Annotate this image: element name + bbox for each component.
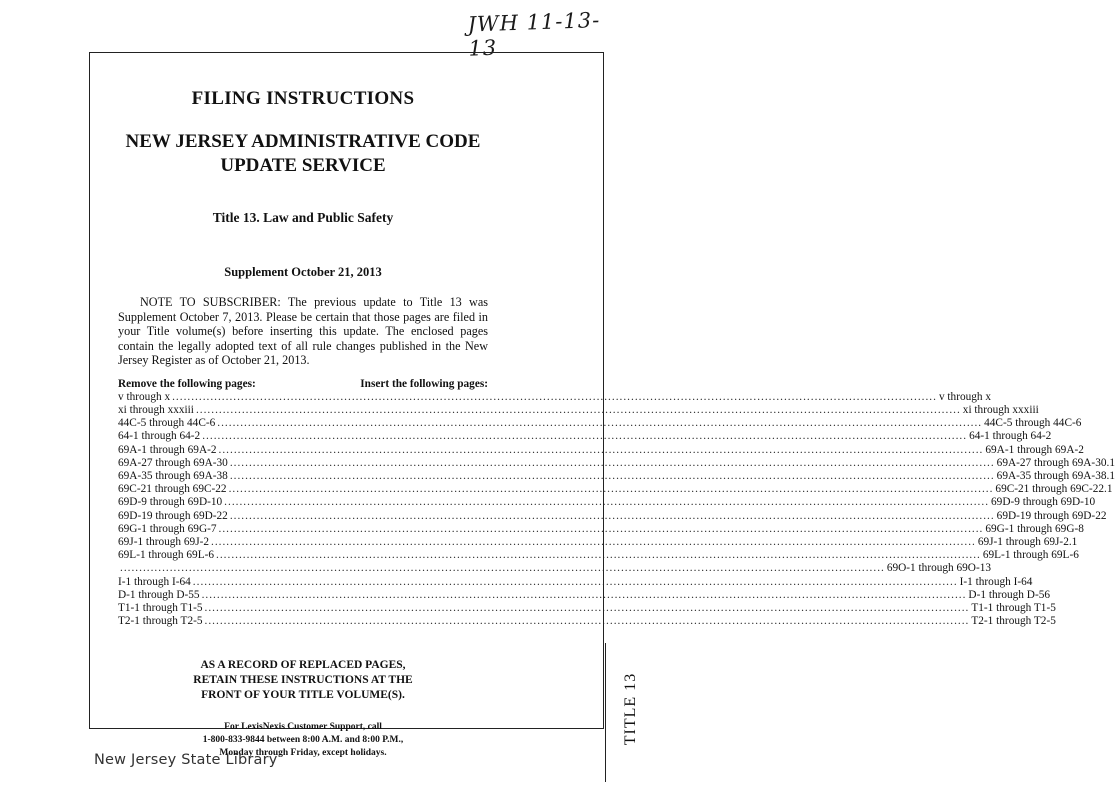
support-line-1: For LexisNexis Customer Support, call — [224, 722, 382, 733]
insert-pages: 69G-1 through 69G-8 — [985, 522, 1084, 535]
dot-leader: ........................................................................................................................................................................................................ — [120, 562, 885, 575]
insert-pages: T1-1 through T1-5 — [971, 601, 1056, 614]
remove-pages: T2-1 through T2-5 — [118, 615, 203, 628]
subtitle-line-2: UPDATE SERVICE — [220, 155, 386, 176]
dot-leader: ........................................................................................................................................................................................................ — [195, 403, 961, 416]
remove-pages: D-1 through D-55 — [118, 588, 200, 601]
table-row — [118, 615, 1056, 628]
record-line-3: FRONT OF YOUR TITLE VOLUME(S). — [201, 689, 405, 702]
table-row — [118, 588, 1050, 602]
table-row — [118, 509, 1107, 523]
insert-pages: 44C-5 through 44C-6 — [984, 417, 1082, 430]
remove-pages: 69D-19 through 69D-22 — [118, 509, 228, 522]
remove-pages: I-1 through I-64 — [118, 575, 191, 588]
dot-leader: ........................................................................................................................................................................................................ — [228, 483, 994, 496]
insert-pages: I-1 through I-64 — [959, 575, 1033, 588]
remove-pages: T1-1 through T1-5 — [118, 601, 203, 614]
insert-pages: T2-1 through T2-5 — [971, 615, 1056, 628]
insert-pages: 64-1 through 64-2 — [969, 430, 1052, 443]
insert-pages: 69A-35 through 69A-38.1 — [996, 469, 1115, 482]
support-line-3: Monday through Friday, except holidays. — [219, 748, 387, 759]
pages-table — [118, 377, 1115, 629]
table-row — [118, 496, 1096, 509]
dot-leader: ........................................................................................................................................................................................................ — [204, 601, 970, 614]
table-row — [118, 483, 1113, 496]
dot-leader: ........................................................................................................................................................................................................ — [211, 535, 976, 548]
page-subtitle — [118, 130, 488, 178]
remove-pages: 69C-21 through 69C-22 — [118, 483, 227, 496]
instructions-content — [118, 88, 1115, 760]
remove-pages: 69A-1 through 69A-2 — [118, 443, 217, 456]
dot-leader: ........................................................................................................................................................................................................ — [217, 417, 983, 430]
remove-pages: 69J-1 through 69J-2 — [118, 535, 209, 548]
table-row — [118, 522, 1084, 536]
record-line-1: AS A RECORD OF REPLACED PAGES, — [200, 659, 406, 672]
side-title-tab — [616, 649, 646, 769]
table-row — [118, 417, 1082, 430]
dot-leader: ........................................................................................................................................................................................................ — [224, 496, 990, 509]
table-row — [118, 535, 1078, 549]
dot-leader: ........................................................................................................................................................................................................ — [202, 430, 968, 443]
dot-leader: ........................................................................................................................................................................................................ — [216, 549, 981, 562]
remove-pages: 69L-1 through 69L-6 — [118, 549, 215, 562]
dot-leader: ........................................................................................................................................................................................................ — [229, 456, 995, 469]
insert-pages: 69J-1 through 69J-2.1 — [977, 535, 1078, 548]
dot-leader: ........................................................................................................................................................................................................ — [218, 443, 984, 456]
remove-pages: 69A-27 through 69A-30 — [118, 456, 228, 469]
table-row — [118, 575, 1033, 589]
remove-pages: 44C-5 through 44C-6 — [118, 417, 216, 430]
subtitle-line-1: NEW JERSEY ADMINISTRATIVE CODE — [125, 131, 481, 152]
remove-pages: 64-1 through 64-2 — [118, 430, 201, 443]
side-divider — [605, 643, 606, 782]
remove-pages: 69A-35 through 69A-38 — [118, 469, 228, 482]
subscriber-note — [118, 295, 488, 368]
insert-pages: D-1 through D-56 — [968, 588, 1050, 601]
remove-pages: 69D-9 through 69D-10 — [118, 496, 223, 509]
table-row — [118, 403, 1039, 417]
table-row — [118, 456, 1115, 470]
insert-pages: 69O-1 through 69O-13 — [886, 562, 992, 575]
insert-header: Insert the following pages: — [360, 377, 488, 390]
table-row — [118, 562, 992, 575]
pages-table-header — [118, 378, 488, 391]
dot-leader: ........................................................................................................................................................................................................ — [218, 522, 984, 535]
dot-leader: ........................................................................................................................................................................................................ — [204, 615, 970, 628]
insert-pages: 69D-19 through 69D-22 — [996, 509, 1107, 522]
record-line-2: RETAIN THESE INSTRUCTIONS AT THE — [193, 674, 413, 687]
title-section: Title 13. Law and Public Safety — [212, 210, 394, 225]
dot-leader: ........................................................................................................................................................................................................ — [201, 588, 967, 601]
remove-header: Remove the following pages: — [118, 377, 256, 390]
subscriber-note-text: NOTE TO SUBSCRIBER: The previous update to Title 13 was Supplement October 7, 2013. Please be certain that those pages are filed in your Title volume(s) before inserting this update. The enclosed pages contain the legally adopted text of all rule changes published in the New Jersey Register as of October 21, 2013. — [118, 295, 488, 367]
table-row — [118, 549, 1079, 562]
page-title: FILING INSTRUCTIONS — [191, 88, 415, 109]
insert-pages: 69C-21 through 69C-22.1 — [995, 483, 1113, 496]
pages-table-rows — [118, 390, 1115, 629]
handwritten-date-note: JWH 11-13-13 — [467, 8, 601, 61]
library-stamp: New Jersey State Library — [94, 752, 278, 768]
insert-pages: 69D-9 through 69D-10 — [991, 496, 1096, 509]
dot-leader: ........................................................................................................................................................................................................ — [229, 469, 995, 482]
support-line-2: 1-800-833-9844 between 8:00 A.M. and 8:00 P.M., — [202, 735, 404, 746]
table-row — [118, 443, 1084, 457]
insert-pages: xi through xxxiii — [962, 403, 1039, 416]
insert-pages: v through x — [938, 390, 992, 403]
insert-pages: 69A-27 through 69A-30.1 — [996, 456, 1115, 469]
table-row — [118, 430, 1052, 443]
side-title-label: TITLE 13 — [622, 672, 640, 746]
record-instructions — [118, 658, 488, 703]
dot-leader: ........................................................................................................................................................................................................ — [172, 390, 937, 403]
dot-leader: ........................................................................................................................................................................................................ — [192, 575, 958, 588]
dot-leader: ........................................................................................................................................................................................................ — [229, 509, 995, 522]
table-row — [118, 601, 1056, 615]
remove-pages: xi through xxxiii — [118, 403, 194, 416]
remove-pages: v through x — [118, 390, 171, 403]
remove-pages: 69G-1 through 69G-7 — [118, 522, 217, 535]
supplement-date: Supplement October 21, 2013 — [224, 265, 382, 279]
table-row — [118, 390, 992, 404]
table-row — [118, 469, 1115, 483]
insert-pages: 69A-1 through 69A-2 — [985, 443, 1084, 456]
insert-pages: 69L-1 through 69L-6 — [982, 549, 1079, 562]
